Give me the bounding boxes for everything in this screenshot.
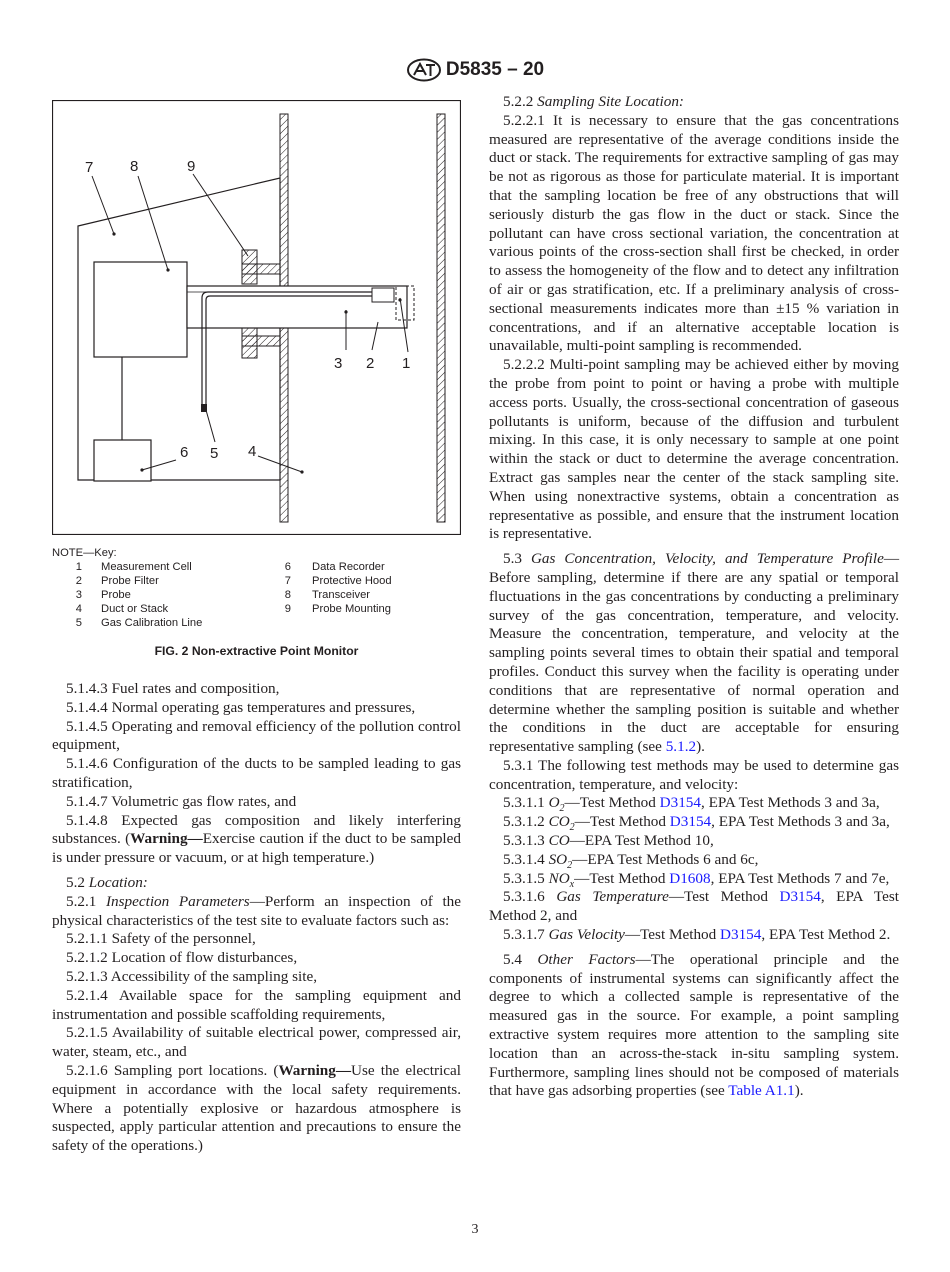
standard-link[interactable]: D3154	[659, 794, 701, 812]
paragraph: 5.2.1.5 Availability of suitable electrical power, compressed air, water, steam, etc., and	[52, 1024, 461, 1061]
section-heading: 5.2.2 Sampling Site Location:	[503, 93, 684, 110]
paragraph: 5.1.4.4 Normal operating gas temperatures and pressures,	[66, 698, 416, 716]
duct-wall-right	[437, 114, 445, 522]
paragraph: 5.2.2.2 Multi-point sampling may be achieved either by moving the probe from point to point or having a probe with multiple access ports. Usually, the cross-sectional concentration of gaseous pollutants is uniform, because of the diffusion and turbulent mixing. In this case, it is only necessary to sample at one point within the stack or duct to determine the average concentration. Extract gas samples near the center of the stack sampling site. When using nonextractive systems, obtain a concentration as representative as possible, and ensure that the instrument location is representative.	[489, 356, 899, 543]
key-label: Probe	[101, 589, 131, 601]
figure-non-extractive-point-monitor	[52, 100, 461, 535]
key-label: Probe Filter	[101, 575, 159, 587]
standard-link[interactable]: D1608	[669, 869, 711, 887]
figure-label-7: 7	[85, 159, 94, 176]
key-num: 1	[75, 561, 82, 573]
key-title: NOTE—Key:	[52, 547, 117, 559]
paragraph: 5.1.4.6 Configuration of the ducts to be sampled leading to gas stratification,	[52, 755, 461, 791]
key-num: 2	[75, 575, 82, 587]
data-recorder-box	[94, 440, 151, 481]
key-label: Protective Hood	[312, 575, 392, 587]
paragraph: 5.3.1.5 $NO_x—Test$ Method D1608, EPA Test Methods 7 and 7e,	[503, 869, 890, 890]
astm-logo-icon	[406, 58, 442, 82]
figure-label-9: 9	[187, 158, 196, 175]
paragraph: 5.3 Gas Concentration, Velocity, and Temperature Profile—Before sampling, determine if there are any spatial or temporal fluctuations in the gas concentrations by conducting a preliminary survey of the gas concentration, temperature, and velocity. Measure the concentration, temperature, and velocity at the sampling points several times to obtain their spatial and temporal profiles. Conduct this survey when the facility is operating under conditions that are representative of normal operation and determine whether the sampling position is suitable and whether the conditions in the duct are acceptable for ensuring representative sampling (see 5.1.2).	[489, 550, 900, 756]
paragraph: 5.1.4.7 Volumetric gas flow rates, and	[66, 792, 297, 810]
figure-label-3: 3	[334, 355, 343, 372]
section-heading: 5.2 Location:	[66, 873, 148, 891]
paragraph: 5.3.1.3 CO—EPA Test Method 10,	[503, 832, 714, 850]
key-label: Duct or Stack	[101, 603, 169, 615]
warning-label: Warning—	[278, 1061, 352, 1079]
key-label: Transceiver	[312, 589, 371, 601]
key-num: 4	[75, 603, 82, 615]
key-label: Probe Mounting	[312, 603, 391, 615]
key-num: 7	[284, 575, 291, 587]
measurement-cell	[372, 288, 394, 302]
key-num: 3	[75, 589, 82, 601]
key-num: 5	[75, 617, 82, 629]
page-number: 3	[471, 1222, 479, 1237]
figure-label-2: 2	[366, 355, 375, 372]
right-column	[489, 93, 899, 1101]
standard-link[interactable]: D3154	[720, 926, 762, 944]
paragraph: 5.2.1.2 Location of flow disturbances,	[66, 949, 298, 967]
key-num: 8	[284, 589, 291, 601]
standard-designation: D5835 – 20	[445, 59, 545, 80]
left-column	[52, 680, 461, 1156]
figure-label-6: 6	[180, 444, 189, 461]
standard-link[interactable]: D3154	[669, 813, 712, 831]
section-link[interactable]: 5.1.2	[665, 738, 697, 756]
key-label: Data Recorder	[312, 561, 385, 573]
page-header	[0, 58, 950, 82]
paragraph: 5.1.4.3 Fuel rates and composition,	[66, 680, 280, 697]
paragraph: 5.2.1.1 Safety of the personnel,	[66, 930, 256, 948]
paragraph: 5.3.1.6 Gas Temperature—Test Method D3154, EPA Test Method 2, and	[489, 888, 899, 925]
paragraph: 5.1.4.5 Operating and removal efficiency of the pollution control equipment,	[52, 717, 461, 754]
standard-link[interactable]: D3154	[779, 888, 821, 906]
key-num: 6	[284, 561, 291, 573]
paragraph: 5.2.1.6 Sampling port locations. (Warning—Use the electrical equipment in accordance with the local safety requirements. Where a potentially explosive or hazardous atmosphere is suspected, apply particular attention and precautions to ensure the safety of the operations.)	[52, 1061, 461, 1155]
paragraph: 5.2.1.4 Available space for the sampling equipment and instrumentation and possible scaffolding requirements,	[52, 986, 461, 1023]
key-label: Measurement Cell	[101, 561, 192, 573]
paragraph: 5.3.1.2 $CO_2—Test$ Method D3154, EPA Test Methods 3 and 3a,	[503, 813, 890, 834]
paragraph: 5.2.1.3 Accessibility of the sampling site,	[66, 967, 317, 985]
paragraph: 5.4 Other Factors—The operational principle and the components of instrumental systems can significantly affect the degree to which a collected sample is representative of the measured gas in the source. For example, a point sampling extractive system requires more attention to the sampling site location than an across-the-stack in-situ sampling system. Furthermore, sampling lines should not be composed of materials that have gas adsorbing properties (see Table A1.1).	[489, 950, 900, 1100]
paragraph: 5.3.1.4 $SO_2—EPA$ Test Methods 6 and 6c,	[503, 850, 759, 871]
paragraph: 5.2.1 Inspection Parameters—Perform an inspection of the physical characteristics of the test site to evaluate factors such as:	[52, 892, 461, 929]
warning-label: Warning—	[130, 830, 203, 848]
figure-label-5: 5	[210, 445, 219, 462]
probe-mounting-top-plate	[242, 264, 280, 274]
key-num: 9	[284, 603, 291, 615]
table-link[interactable]: Table A1.1	[728, 1082, 795, 1100]
transceiver-box	[94, 262, 187, 357]
figure-label-8: 8	[130, 158, 139, 175]
paragraph: 5.2.2.1 It is necessary to ensure that the gas concentrations measured are representative of the average conditions inside the duct or stack. The requirements for extractive sampling of gas may be not as rigorous as those for particulate material. It is important that the sampling location be free of any obstructions that will seriously disturb the gas flow in the duct or stack. Since the pollutant can have cross sectional variation, the concentration at various points of the cross-section shall first be checked, in order to assess the homogeneity of the flow and to detect any infiltration of air or gas stratification, etc. If a preliminary analysis of cross-sectional measurements indicates more than ±15 % variation in concentrations, and if an alternative acceptable location is unavailable, multi-point sampling is recommended.	[489, 111, 899, 355]
figure-caption: FIG. 2 Non-extractive Point Monitor	[154, 644, 359, 658]
paragraph: 5.1.4.8 Expected gas composition and likely interfering substances. (Warning—Exercise caution if the duct to be sampled is under pressure or vacuum, or at high temperature.)	[52, 811, 461, 867]
figure-label-1: 1	[402, 355, 411, 372]
figure-label-4: 4	[248, 443, 257, 460]
paragraph: 5.3.1.1 $O_2—Test$ Method D3154, EPA Test Methods 3 and 3a,	[503, 794, 880, 815]
probe-mounting-bottom-plate	[242, 336, 280, 346]
paragraph: 5.3.1.7 Gas Velocity—Test Method D3154, EPA Test Method 2.	[503, 926, 891, 944]
key-label: Gas Calibration Line	[101, 617, 203, 629]
paragraph: 5.3.1 The following test methods may be used to determine gas concentration, temperature, and velocity:	[489, 756, 899, 793]
